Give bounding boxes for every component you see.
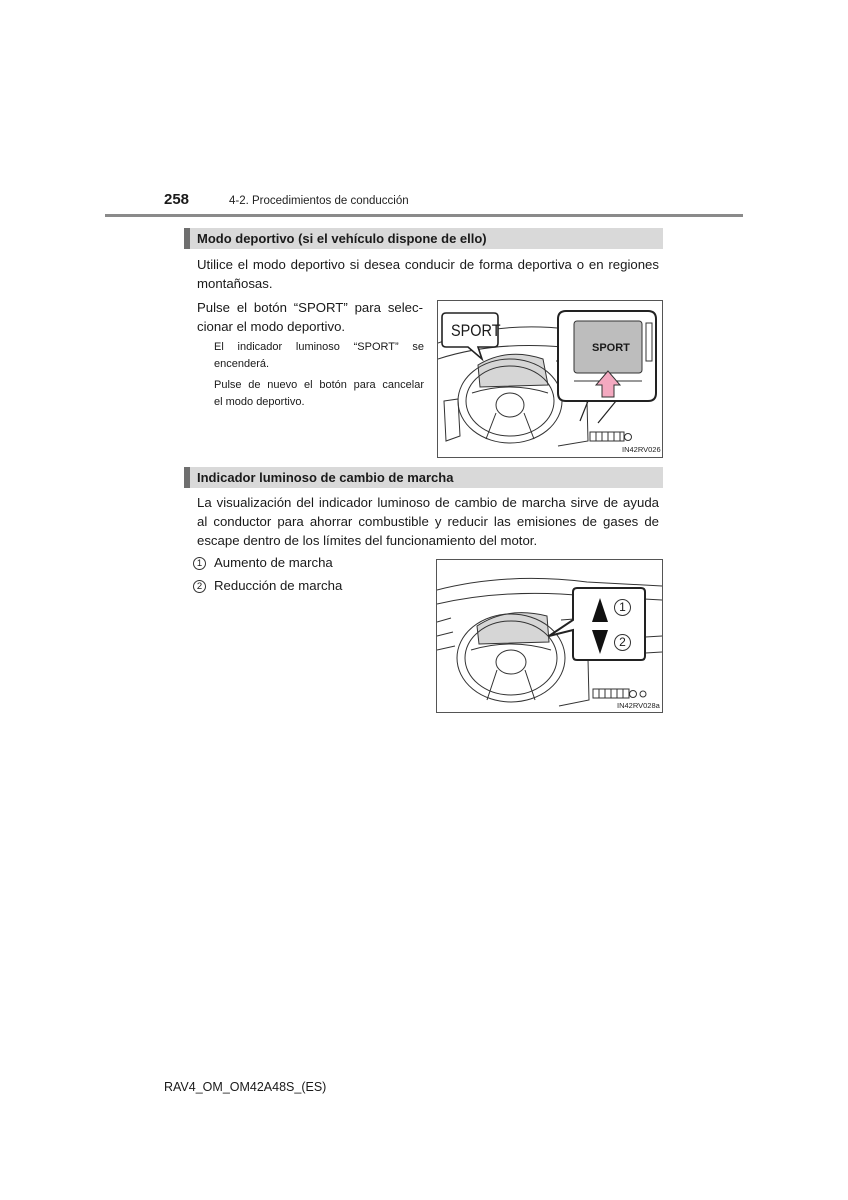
- figure-code-sport: IN42RV026: [622, 445, 661, 454]
- shift-indicator-illustration: [436, 559, 663, 713]
- list-item-upshift: Aumento de marcha: [214, 555, 333, 570]
- sport-mode-heading: Modo deportivo (si el vehículo dispone de ello): [184, 228, 663, 249]
- header-rule: [105, 214, 743, 217]
- shift-indicator-heading: Indicador luminoso de cambio de marcha: [184, 467, 663, 488]
- shift-body-line2: al conductor para ahorrar combustible y reducir las emisiones de gases de: [197, 514, 659, 529]
- document-id: RAV4_OM_OM42A48S_(ES): [164, 1080, 327, 1094]
- figure-code-shift: IN42RV028a: [617, 701, 660, 710]
- page-number: 258: [164, 191, 190, 208]
- section-title: 4-2. Procedimientos de conducción: [229, 195, 409, 207]
- sport-press-line2: cionar el modo deportivo.: [197, 319, 346, 334]
- sport-intro-line1: Utilice el modo deportivo si desea conducir de forma deportiva o en regiones: [197, 257, 659, 272]
- shift-body-line1: La visualización del indicador luminoso de cambio de marcha sirve de ayuda: [197, 495, 659, 510]
- figure-marker-1: 1: [614, 599, 631, 616]
- figure-marker-2: 2: [614, 634, 631, 651]
- list-marker-1: 1: [193, 557, 206, 570]
- sport-intro-line2: montañosas.: [197, 276, 273, 291]
- shift-body-line3: escape dentro de los límites del funcionamiento del motor.: [197, 533, 538, 548]
- sport-note2-line1: Pulse de nuevo el botón para cancelar: [214, 379, 424, 391]
- sport-press-line1: Pulse el botón “SPORT” para selec-: [197, 300, 423, 315]
- sport-callout-label: SPORT: [451, 321, 501, 340]
- list-marker-2: 2: [193, 580, 206, 593]
- sport-button-label: SPORT: [592, 342, 630, 354]
- list-item-downshift: Reducción de marcha: [214, 578, 343, 593]
- sport-note1-line1: El indicador luminoso “SPORT” se: [214, 341, 424, 353]
- sport-note2-line2: el modo deportivo.: [214, 396, 305, 408]
- shift-callout-box: [549, 588, 645, 660]
- sport-button-illustration: [437, 300, 663, 458]
- sport-note1-line2: encenderá.: [214, 358, 270, 370]
